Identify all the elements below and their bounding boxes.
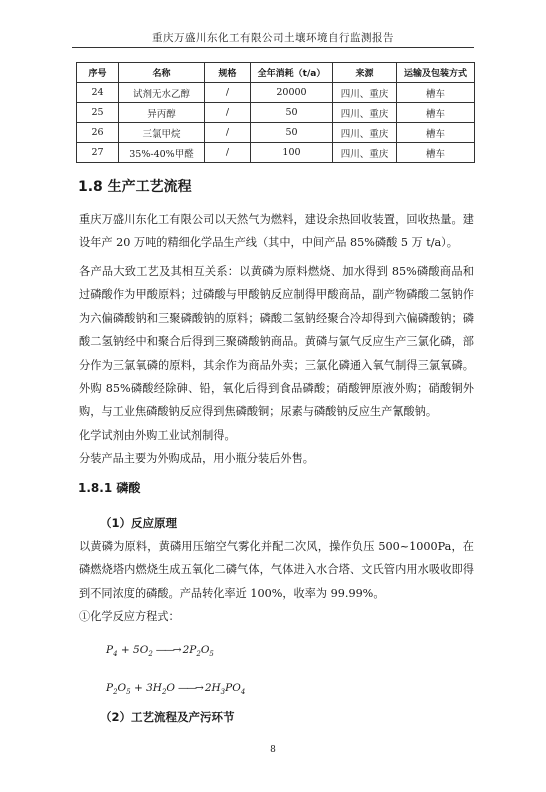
cell-spec: / [205,83,251,103]
equation-intro: ①化学反应方程式： [79,610,180,623]
table-row [77,103,475,123]
cell-name: 三氯甲烷 [119,123,205,143]
page-header: 重庆万盛川东化工有限公司土壤环境自行监测报告 [152,32,394,44]
cell-spec: / [205,103,251,123]
section-title: 1.8 生产工艺流程 [78,179,192,195]
cell-transport: 槽车 [397,143,475,163]
table-header-row [77,63,475,83]
paragraph-reaction-principle: 以黄磷为原料，黄磷用压缩空气雾化并配二次风，操作负压 500~1000Pa，在磷燃烧塔内燃烧生成五氧化二磷气体，气体进入水合塔、文氏管内用水吸收即得到不同浓度的磷酸。产品转化率近 100%，收率为 99.99%。 [79,540,474,600]
paragraph-packaging: 分装产品主要为外购成品，用小瓶分装后外售。 [79,452,314,465]
paragraph-overview: 重庆万盛川东化工有限公司以天然气为燃料，建设余热回收装置，回收热量。建设年产 20 万吨的精细化学品生产线（其中，中间产品 85%磷酸 5 万 t/a）。 [79,213,474,250]
cell-consumption: 100 [251,143,333,163]
paragraph-process-relations: 各产品大致工艺及其相互关系：以黄磷为原料燃烧、加水得到 85%磷酸商品和过磷酸作为甲酸原料；过磷酸与甲酸钠反应制得甲酸商品，副产物磷酸二氢钠作为六偏磷酸钠和三聚磷酸钠的原料；磷酸二氢钠经聚合冷却得到六偏磷酸钠；磷酸二氢钠经中和聚合后得到三聚磷酸钠商品。黄磷与氯气反应生产三氯化磷，部分作为三氯氧磷的原料，其余作为商品外卖；三氯化磷通入氧气制得三氯氧磷。外购 85%磷酸经除砷、铅，氧化后得到食品磷酸；硝酸钾原液外购；硝酸铜外购，与工业焦磷酸钠反应得到焦磷酸铜；尿素与磷酸钠反应生产氰酸钠。 [79,265,474,419]
reaction-principle-heading: （1）反应原理 [100,516,178,530]
col-header-consumption: 全年消耗（t/a） [251,63,333,83]
process-flow-heading: （2）工艺流程及产污环节 [100,710,235,724]
col-header-spec: 规格 [205,63,251,83]
col-header-source: 来源 [333,63,397,83]
cell-transport: 槽车 [397,83,475,103]
cell-consumption: 20000 [251,83,333,103]
cell-index: 27 [77,143,119,163]
cell-source: 四川、重庆 [333,103,397,123]
table-row [77,83,475,103]
header-rule [72,47,474,48]
cell-consumption: 50 [251,123,333,143]
cell-spec: / [205,143,251,163]
cell-name: 35%-40%甲醛 [119,143,205,163]
cell-index: 24 [77,83,119,103]
subsection-title: 1.8.1 磷酸 [78,481,141,495]
cell-index: 26 [77,123,119,143]
table-row [77,123,475,143]
cell-name: 试剂无水乙醇 [119,83,205,103]
col-header-name: 名称 [119,63,205,83]
cell-spec: / [205,123,251,143]
materials-table [76,62,475,163]
cell-transport: 槽车 [397,123,475,143]
paragraph-reagents: 化学试剂由外购工业试剂制得。 [79,429,236,442]
cell-transport: 槽车 [397,103,475,123]
cell-consumption: 50 [251,103,333,123]
col-header-transport: 运输及包装方式 [397,63,475,83]
page-number: 8 [270,745,276,755]
cell-source: 四川、重庆 [333,123,397,143]
cell-name: 异丙醇 [119,103,205,123]
cell-index: 25 [77,103,119,123]
equation-phosphoric-acid: $P_2O_5 + 3H_2O$ ——→ $2H_3PO_4$ [106,682,246,697]
equation-phosphorus-combustion: $P_4 + 5O_2$ ——→ $2P_2O_5$ [106,644,214,659]
cell-source: 四川、重庆 [333,143,397,163]
col-header-index: 序号 [77,63,119,83]
cell-source: 四川、重庆 [333,83,397,103]
table-row [77,143,475,163]
